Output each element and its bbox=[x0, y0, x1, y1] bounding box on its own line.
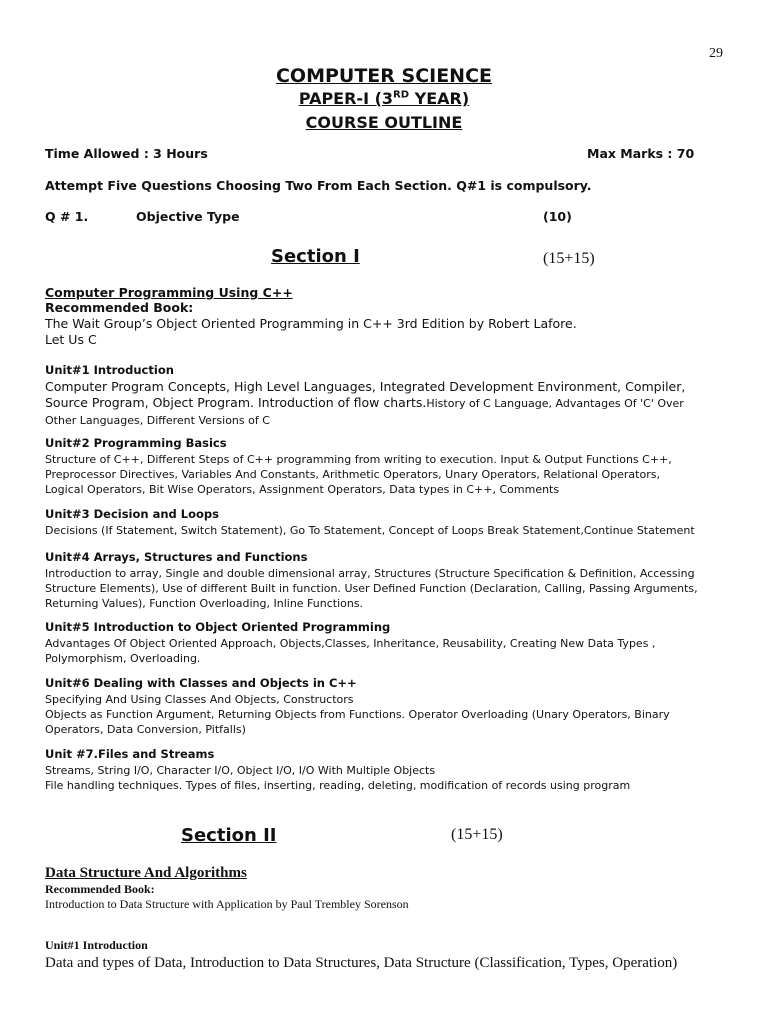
unit-6 bbox=[45, 676, 735, 737]
unit-description: Structure of C++, Different Steps of C++ programming from writing to execution. Input & Output Functions C++, Preprocessor Directives, Variables And Constants, Arithmetic Operators, Unary Operators, Relational Operators, Logical Operators, Bit Wise Operators, Assignment Operators, Data types in C++, Comments bbox=[45, 453, 672, 496]
unit-7 bbox=[45, 747, 735, 793]
section2-heading: Section II bbox=[181, 825, 277, 846]
paper-subtitle bbox=[0, 89, 768, 108]
unit-description-ext: History of C Language, Advantages Of 'C' Over Other Languages, Different Versions of C bbox=[45, 397, 684, 427]
unit-title: Unit#5 Introduction to Object Oriented Programming bbox=[45, 620, 391, 634]
paper-prefix: PAPER-I (3 bbox=[298, 89, 394, 108]
page-number: 29 bbox=[709, 46, 723, 61]
section2-unit1-title: Unit#1 Introduction bbox=[45, 938, 148, 952]
course-title-dsa: Data Structure And Algorithms bbox=[45, 865, 247, 881]
unit-description: Specifying And Using Classes And Objects, Constructors Objects as Function Argument, Returning Objects from Functions. Operator Overloading (Unary Operators, Binary Operators, Data Conversion, Pitfalls) bbox=[45, 693, 670, 736]
unit-description bbox=[45, 379, 735, 429]
section2-marks: (15+15) bbox=[451, 826, 503, 843]
unit-4 bbox=[45, 550, 735, 611]
recommended-books: The Wait Group’s Object Oriented Programming in C++ 3rd Edition by Robert Lafore. Let Us C bbox=[45, 316, 577, 347]
q1-type: Objective Type bbox=[136, 209, 240, 224]
unit-title: Unit#2 Programming Basics bbox=[45, 436, 227, 450]
unit-2 bbox=[45, 436, 735, 497]
section1-marks: (15+15) bbox=[543, 250, 595, 267]
recommended-book-label: Recommended Book: bbox=[45, 300, 194, 315]
course-title-cpp: Computer Programming Using C++ bbox=[45, 285, 293, 300]
unit-description: Streams, String I/O, Character I/O, Object I/O, I/O With Multiple Objects File handling techniques. Types of files, inserting, reading, deleting, modification of records using program bbox=[45, 764, 631, 792]
unit-3 bbox=[45, 507, 735, 538]
unit-description: Introduction to array, Single and double dimensional array, Structures (Structure Specification & Definition, Accessing Structure Elements), Use of different Built in function. User Defined Function (Declaration, Calling, Passing Arguments, Returning Values), Function Overloading, Inline Functions. bbox=[45, 567, 698, 610]
exam-instructions: Attempt Five Questions Choosing Two From Each Section. Q#1 is compulsory. bbox=[45, 178, 592, 193]
unit-title: Unit#4 Arrays, Structures and Functions bbox=[45, 550, 308, 564]
q1-label: Q # 1. bbox=[45, 209, 89, 224]
unit-title: Unit #7.Files and Streams bbox=[45, 747, 215, 761]
section2-unit1-description: Data and types of Data, Introduction to Data Structures, Data Structure (Classification, Types, Operation) bbox=[45, 955, 678, 971]
unit-title: Unit#1 Introduction bbox=[45, 363, 174, 377]
max-marks: Max Marks : 70 bbox=[587, 146, 695, 161]
paper-suffix: YEAR) bbox=[409, 89, 470, 108]
unit-description-main: Computer Program Concepts, High Level Languages, Integrated Development Environment, Compiler, Source Program, Object Program. Introduction of flow charts. bbox=[45, 379, 686, 410]
course-outline-heading: COURSE OUTLINE bbox=[305, 113, 463, 132]
recommended-book: Introduction to Data Structure with Application by Paul Trembley Sorenson bbox=[45, 897, 409, 911]
q1-marks: (10) bbox=[543, 209, 572, 224]
unit-description: Advantages Of Object Oriented Approach, Objects,Classes, Inheritance, Reusability, Creating New Data Types , Polymorphism, Overloading. bbox=[45, 637, 656, 665]
section1-heading: Section I bbox=[271, 246, 360, 267]
recommended-book-label: Recommended Book: bbox=[45, 882, 155, 896]
paper-superscript: RD bbox=[393, 89, 410, 101]
unit-1 bbox=[45, 363, 735, 429]
unit-title: Unit#6 Dealing with Classes and Objects in C++ bbox=[45, 676, 357, 690]
time-allowed: Time Allowed : 3 Hours bbox=[45, 146, 208, 161]
unit-description: Decisions (If Statement, Switch Statement), Go To Statement, Concept of Loops Break Statement,Continue Statement bbox=[45, 524, 695, 537]
unit-title: Unit#3 Decision and Loops bbox=[45, 507, 219, 521]
document-title: COMPUTER SCIENCE bbox=[275, 65, 493, 87]
unit-5 bbox=[45, 620, 735, 666]
